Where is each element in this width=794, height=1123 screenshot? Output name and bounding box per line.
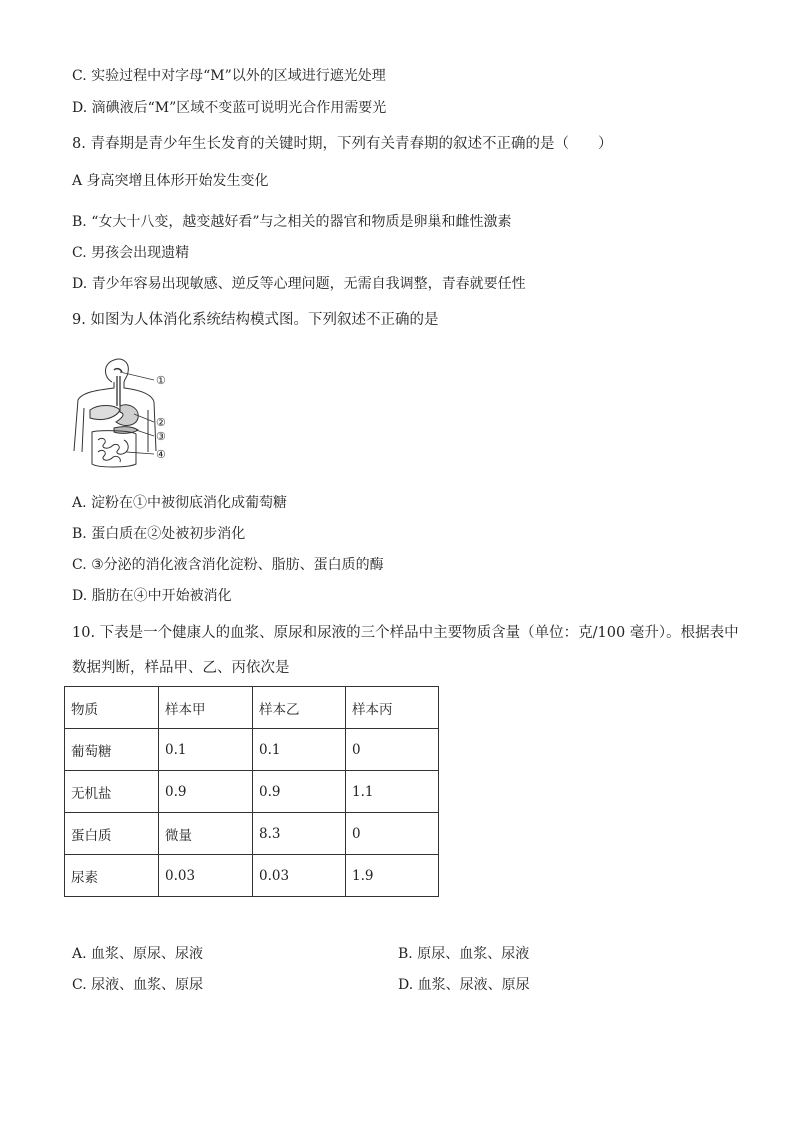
table-cell: 尿素 [65,855,159,897]
q7-option-c: C. 实验过程中对字母“M”以外的区域进行遮光处理 [72,68,386,84]
q10-option-b: B. 原尿、血浆、尿液 [398,946,530,962]
q10-option-a: A. 血浆、原尿、尿液 [72,946,204,962]
table-header-cell: 样本丙 [346,687,439,729]
table-cell: 0.03 [253,855,346,897]
table-cell: 0.9 [253,771,346,813]
q7-option-d: D. 滴碘液后“M”区域不变蓝可说明光合作用需要光 [72,100,387,116]
table-cell: 0.03 [159,855,253,897]
table-header-cell: 样本乙 [253,687,346,729]
table-cell: 0.9 [159,771,253,813]
q10-stem-line2: 数据判断，样品甲、乙、丙依次是 [72,660,290,676]
q8-option-c: C. 男孩会出现遗精 [72,245,190,261]
q10-option-c: C. 尿液、血浆、原尿 [72,977,204,993]
table-cell: 0 [346,813,439,855]
q10-stem-line1: 10. 下表是一个健康人的血浆、原尿和尿液的三个样品中主要物质含量（单位：克/100 毫升）。根据表中 [72,625,739,641]
figure-label-3: ③ [156,430,166,443]
q9-stem: 9. 如图为人体消化系统结构模式图。下列叙述不正确的是 [72,312,439,328]
figure-label-4: ④ [156,448,166,461]
figure-label-1: ① [156,374,166,387]
table-cell: 8.3 [253,813,346,855]
q9-option-c: C. ③分泌的消化液含消化淀粉、脂肪、蛋白质的酶 [72,557,384,573]
table-cell: 1.9 [346,855,439,897]
table-row [65,855,439,897]
table-cell: 无机盐 [65,771,159,813]
table-row [65,729,439,771]
table-header-row [65,687,439,729]
substance-content-table [64,686,439,897]
table-header-cell: 物质 [65,687,159,729]
table-row [65,771,439,813]
table-cell: 1.1 [346,771,439,813]
table-cell: 蛋白质 [65,813,159,855]
table-cell: 微量 [159,813,253,855]
q8-option-a: A 身高突增且体形开始发生变化 [72,173,269,189]
table-row [65,813,439,855]
q8-option-b: B. “女大十八变，越变越好看”与之相关的器官和物质是卵巢和雌性激素 [72,214,512,230]
q8-option-d: D. 青少年容易出现敏感、逆反等心理问题，无需自我调整，青春就要任性 [72,276,526,292]
table-cell: 0.1 [159,729,253,771]
table-cell: 0.1 [253,729,346,771]
q9-option-a: A. 淀粉在①中被彻底消化成葡萄糖 [72,495,288,511]
table-cell: 葡萄糖 [65,729,159,771]
figure-label-2: ② [156,416,166,429]
digestive-system-diagram [68,356,208,480]
q8-stem: 8. 青春期是青少年生长发育的关键时期，下列有关青春期的叙述不正确的是（ ） [72,136,613,152]
q9-option-b: B. 蛋白质在②处被初步消化 [72,526,246,542]
q9-option-d: D. 脂肪在④中开始被消化 [72,588,232,604]
table-cell: 0 [346,729,439,771]
q10-option-d: D. 血浆、尿液、原尿 [398,977,530,993]
table-header-cell: 样本甲 [159,687,253,729]
